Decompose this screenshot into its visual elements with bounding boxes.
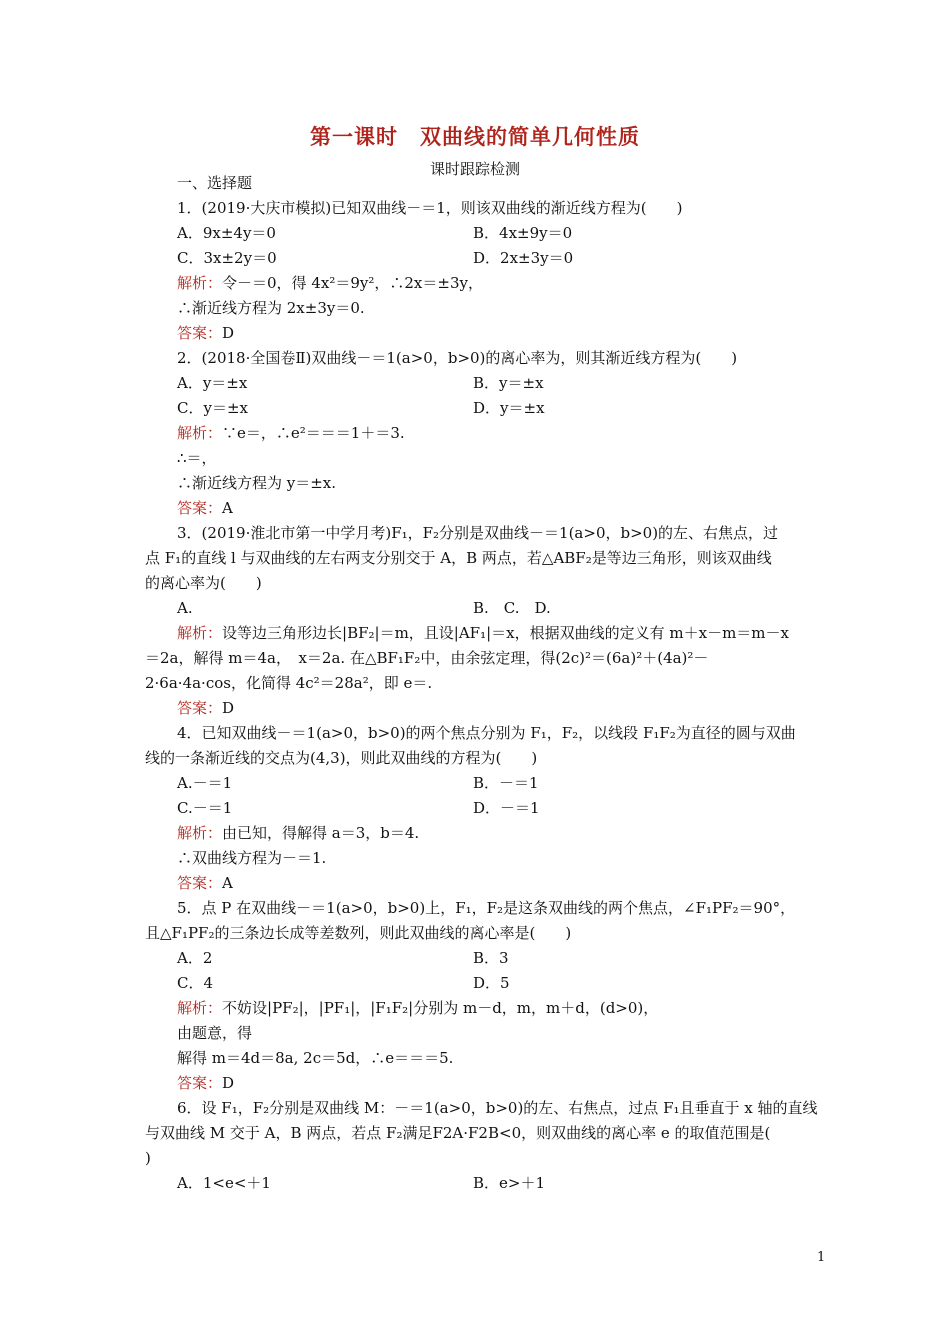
line-text: D: [222, 1074, 235, 1092]
line-text: ∴渐近线方程为 2x±3y＝0.: [177, 299, 365, 317]
line-text: D．2x±3y＝0: [473, 249, 574, 267]
answer-label: 答案：: [177, 874, 223, 892]
line-text: A．y＝±x: [177, 374, 248, 392]
text-line: [145, 673, 432, 693]
text-line: [177, 698, 234, 718]
line-text: 的离心率为( ): [145, 574, 262, 592]
text-line: [177, 723, 796, 743]
line-text: 且△F₁PF₂的三条边长成等差数列，则此双曲线的离心率是( ): [145, 924, 572, 942]
answer-label: 答案：: [177, 699, 223, 717]
text-line: [145, 573, 262, 593]
text-line: [177, 823, 419, 843]
text-line: [473, 948, 509, 968]
text-line: [473, 798, 540, 818]
line-text: 2．(2018·全国卷Ⅱ)双曲线－＝1(a>0，b>0)的离心率为，则其渐近线方程为( ): [177, 349, 738, 367]
text-line: [177, 498, 233, 518]
text-line: [177, 598, 193, 618]
text-line: [177, 198, 682, 218]
line-text: 一、选择题: [177, 174, 253, 192]
text-line: [177, 848, 326, 868]
line-text: A: [222, 499, 233, 517]
text-line: [177, 998, 658, 1018]
line-text: D．y＝±x: [473, 399, 545, 417]
page-number: 1: [817, 1250, 826, 1265]
answer-label: 答案：: [177, 324, 223, 342]
line-text: C．y＝±x: [177, 399, 248, 417]
page-subtitle: 课时跟踪检测: [429, 160, 520, 178]
text-line: [177, 348, 737, 368]
line-text: ∴＝，: [177, 449, 217, 467]
text-line: [177, 248, 277, 268]
line-text: 线的一条渐近线的交点为(4,3)，则此双曲线的方程为( ): [145, 749, 538, 767]
text-line: [177, 873, 233, 893]
text-line: [473, 398, 545, 418]
line-text: B．e>＋1: [473, 1174, 546, 1192]
text-line: [145, 648, 708, 668]
line-text: 解得 m＝4d＝8a, 2c＝5d，∴e＝＝＝5.: [177, 1049, 454, 1067]
text-line: [177, 323, 234, 343]
line-text: B．4x±9y＝0: [473, 224, 573, 242]
text-line: [177, 623, 789, 643]
text-line: [473, 1173, 545, 1193]
line-text: A: [222, 874, 233, 892]
line-text: C.－＝1: [177, 799, 233, 817]
text-line: [177, 298, 365, 318]
text-line: [177, 398, 248, 418]
text-line: [177, 798, 232, 818]
line-text: 令－＝0，得 4x²＝9y²，∴2x＝±3y，: [222, 274, 483, 292]
text-line: [177, 1073, 234, 1093]
text-line: [177, 423, 405, 443]
line-text: A．2: [177, 949, 213, 967]
text-line: [177, 273, 483, 293]
text-line: [177, 773, 232, 793]
line-text: ∴双曲线方程为－＝1.: [177, 849, 327, 867]
text-line: [177, 948, 212, 968]
line-text: 4．已知双曲线－＝1(a>0，b>0)的两个焦点分别为 F₁，F₂，以线段 F₁F₂为直径的圆与双曲: [177, 724, 796, 742]
line-text: 点 F₁的直线 l 与双曲线的左右两支分别交于 A，B 两点，若△ABF₂是等边三角形，则该双曲线: [145, 549, 772, 567]
line-text: D．5: [473, 974, 510, 992]
text-line: [473, 773, 539, 793]
line-text: B．y＝±x: [473, 374, 544, 392]
text-line: [473, 248, 573, 268]
text-line: [145, 1148, 151, 1168]
line-text: A.: [177, 599, 193, 617]
line-text: ∴渐近线方程为 y＝±x.: [177, 474, 337, 492]
text-line: [177, 898, 795, 918]
page-title: 第一课时 双曲线的简单几何性质: [310, 125, 640, 149]
text-line: [177, 523, 778, 543]
line-text: 6．设 F₁，F₂分别是双曲线 M：－＝1(a>0，b>0)的左、右焦点，过点 F₁且垂直于 x 轴的直线: [177, 1099, 818, 1117]
line-text: C．4: [177, 974, 214, 992]
line-text: C．3x±2y＝0: [177, 249, 277, 267]
answer-label: 答案：: [177, 1074, 223, 1092]
line-text: D．－＝1: [473, 799, 540, 817]
text-line: [145, 1123, 770, 1143]
line-text: B. C. D.: [473, 599, 551, 617]
line-text: ): [145, 1149, 151, 1167]
line-text: 不妨设|PF₂|，|PF₁|，|F₁F₂|分别为 m－d，m，m＋d，(d>0)，: [222, 999, 659, 1017]
text-line: [473, 223, 572, 243]
text-line: [145, 748, 537, 768]
line-text: A．1<e<＋1: [177, 1174, 271, 1192]
line-text: 2·6a·4a·cos，化简得 4c²＝28a²，即 e＝.: [145, 674, 433, 692]
line-text: 由题意，得: [177, 1024, 253, 1042]
line-text: A．9x±4y＝0: [177, 224, 276, 242]
line-text: 与双曲线 M 交于 A，B 两点，若点 F₂满足F2A·F2B<0，则双曲线的离心率 e 的取值范围是(: [145, 1124, 771, 1142]
analysis-label: 解析：: [177, 424, 223, 442]
line-text: ∵e＝，∴e²＝＝＝1＋＝3.: [222, 424, 405, 442]
line-text: A.－＝1: [177, 774, 233, 792]
text-line: [177, 223, 276, 243]
line-text: D: [222, 699, 235, 717]
line-text: 5．点 P 在双曲线－＝1(a>0，b>0)上，F₁，F₂是这条双曲线的两个焦点，∠F₁PF₂＝90°，: [177, 899, 796, 917]
text-line: [177, 1173, 271, 1193]
answer-label: 答案：: [177, 499, 223, 517]
line-text: 1．(2019·大庆市模拟)已知双曲线－＝1，则该双曲线的渐近线方程为( ): [177, 199, 683, 217]
text-line: [177, 973, 213, 993]
text-line: [145, 548, 772, 568]
line-text: D: [222, 324, 235, 342]
text-line: [473, 598, 551, 618]
line-text: B．－＝1: [473, 774, 539, 792]
text-line: [177, 473, 336, 493]
text-line: [177, 448, 217, 468]
text-line: [177, 1023, 252, 1043]
analysis-label: 解析：: [177, 999, 223, 1017]
text-line: [473, 373, 544, 393]
line-text: 设等边三角形边长|BF₂|＝m，且设|AF₁|＝x，根据双曲线的定义有 m＋x－m＝m－x: [222, 624, 789, 642]
text-line: [177, 1098, 817, 1118]
analysis-label: 解析：: [177, 274, 223, 292]
line-text: ＝2a，解得 m＝4a， x＝2a. 在△BF₁F₂中，由余弦定理，得(2c)²＝(6a)²＋(4a)²－: [145, 649, 709, 667]
text-line: [473, 973, 510, 993]
text-line: [177, 1048, 453, 1068]
text-line: [177, 373, 247, 393]
line-text: 由已知，得解得 a＝3，b＝4.: [222, 824, 420, 842]
analysis-label: 解析：: [177, 624, 223, 642]
analysis-label: 解析：: [177, 824, 223, 842]
text-line: [145, 923, 571, 943]
line-text: 3．(2019·淮北市第一中学月考)F₁，F₂分别是双曲线－＝1(a>0，b>0)的左、右焦点，过: [177, 524, 779, 542]
text-line: [177, 173, 252, 193]
line-text: B．3: [473, 949, 509, 967]
